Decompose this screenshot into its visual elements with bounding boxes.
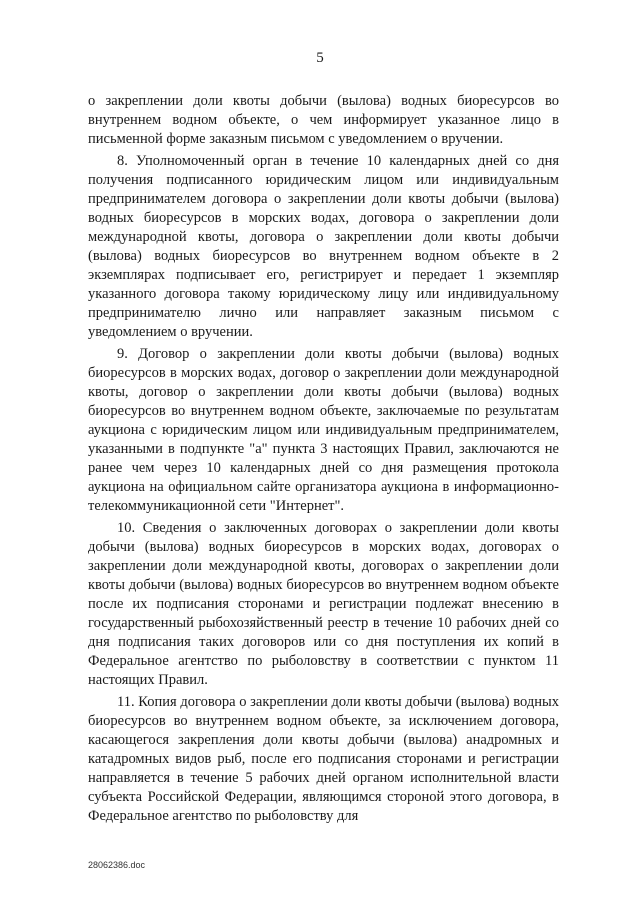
document-body [88,92,559,829]
page-number: 5 [316,50,324,66]
paragraph-continuation: о закреплении доли квоты добычи (вылова) водных биоресурсов во внутреннем водном объекте, о чем информирует указанное лицо в письменной форме заказным письмом с уведомлением о вручении. [88,93,559,147]
footer-filename: 28062386.doc [88,860,146,870]
paragraph-11: 11. Копия договора о закреплении доли квоты добычи (вылова) водных биоресурсов во внутреннем водном объекте, за исключением договора, касающегося закрепления доли квоты добычи (вылова) анадромных и катадромных видов рыб, после его подписания сторонами и регистрации направляется в течение 5 рабочих дней органом исполнительной власти субъекта Российской Федерации, являющимся стороной этого договора, в Федеральное агентство по рыболовству для [88,694,559,824]
paragraph-10: 10. Сведения о заключенных договорах о закреплении доли квоты добычи (вылова) водных биоресурсов в морских водах, договорах о закреплении доли международной квоты, договорах о закреплении доли квоты добычи (вылова) водных биоресурсов во внутреннем водном объекте после их подписания сторонами и регистрации подлежат внесению в государственный рыбохозяйственный реестр в течение 10 рабочих дней со дня подписания таких договоров или со дня поступления их копий в Федеральное агентство по рыболовству в соответствии с пунктом 11 настоящих Правил. [88,520,559,688]
paragraph-8: 8. Уполномоченный орган в течение 10 календарных дней со дня получения подписанного юридическим лицом или индивидуальным предпринимателем договора о закреплении доли квоты добычи (вылова) водных биоресурсов в морских водах, договора о закреплении доли международной квоты, договора о закреплении доли квоты добычи (вылова) водных биоресурсов во внутреннем водном объекте в 2 экземплярах подписывает его, регистрирует и передает 1 экземпляр указанного договора такому юридическому лицу или индивидуальному предпринимателю лично или направляет заказным письмом с уведомлением о вручении. [88,153,559,340]
paragraph-9: 9. Договор о закреплении доли квоты добычи (вылова) водных биоресурсов в морских водах, договор о закреплении доли международной квоты, договор о закреплении доли квоты добычи (вылова) водных биоресурсов во внутреннем водном объекте, заключаемые по результатам аукциона с юридическим лицом или индивидуальным предпринимателем, указанными в подпункте "а" пункта 3 настоящих Правил, заключаются не ранее чем через 10 календарных дней со дня размещения протокола аукциона на официальном сайте организатора аукциона в информационно-телекоммуникационной сети "Интернет". [88,346,559,514]
